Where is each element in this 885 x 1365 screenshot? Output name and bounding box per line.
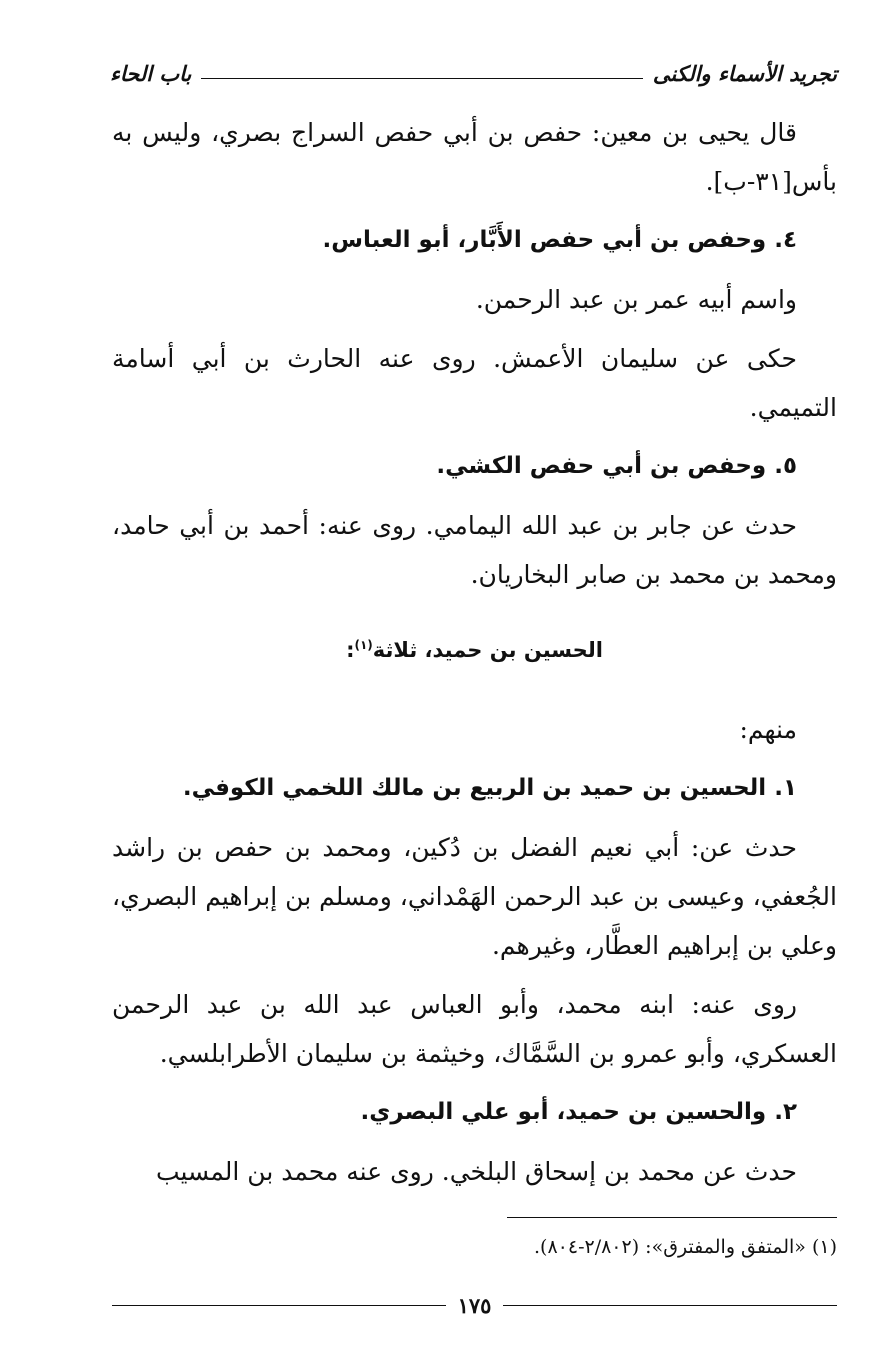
entry-heading-5: ٥. وحفص بن أبي حفص الكشي. [436, 453, 797, 479]
paragraph-2: واسم أبيه عمر بن عبد الرحمن. [475, 285, 797, 314]
paragraph-1: قال يحيى بن معين: حفص بن أبي حفص السراج بصري، وليس به بأس[٣١-ب]. [112, 118, 837, 196]
chapter-title: باب الحاء [110, 61, 192, 86]
paragraph-8: حدث عن محمد بن إسحاق البلخي. روى عنه محمد بن المسيب [155, 1157, 797, 1186]
footer-rule-left [112, 1305, 446, 1306]
footnote-marker: (١) [354, 638, 373, 652]
header-rule [201, 78, 643, 79]
page-footer [112, 1290, 837, 1320]
section-title [112, 621, 837, 675]
running-header [110, 58, 837, 86]
paragraph-3: حكى عن سليمان الأعمش. روى عنه الحارث بن أبي أسامة التميمي. [112, 344, 837, 422]
paragraph-5: منهم: [739, 715, 797, 744]
book-title: تجريد الأسماء والكنى [652, 61, 837, 86]
section-title-text: الحسين بن حميد، ثلاثة [372, 638, 603, 662]
footer-rule-right [503, 1305, 837, 1306]
page-number: ١٧٥ [457, 1292, 492, 1318]
paragraph-6: حدث عن: أبي نعيم الفضل بن دُكين، ومحمد بن حفص بن راشد الجُعفي، وعيسى بن عبد الرحمن الهَمْداني، ومسلم بن إبراهيم البصري، وعلي بن إبراهيم العطَّار، وغيرهم. [112, 833, 837, 960]
entry-heading-2: ٢. والحسين بن حميد، أبو علي البصري. [360, 1099, 797, 1125]
entry-heading-1: ١. الحسين بن حميد بن الربيع بن مالك اللخمي الكوفي. [182, 775, 797, 801]
footnote-1: (١) «المتفق والمفترق»: (٢/٨٠٢-٨٠٤). [533, 1236, 837, 1258]
footnote-rule [507, 1217, 837, 1218]
paragraph-4: حدث عن جابر بن عبد الله اليمامي. روى عنه: أحمد بن أبي حامد، ومحمد بن محمد بن صابر البخاريان. [112, 511, 837, 589]
entry-heading-4: ٤. وحفص بن أبي حفص الأَبَّار، أبو العباس. [322, 227, 797, 253]
paragraph-7: روى عنه: ابنه محمد، وأبو العباس عبد الله بن عبد الرحمن العسكري، وأبو عمرو بن السَّمَّاك، وخيثمة بن سليمان الأطرابلسي. [112, 990, 837, 1068]
section-title-colon: : [346, 638, 355, 662]
page-body [112, 108, 837, 1206]
